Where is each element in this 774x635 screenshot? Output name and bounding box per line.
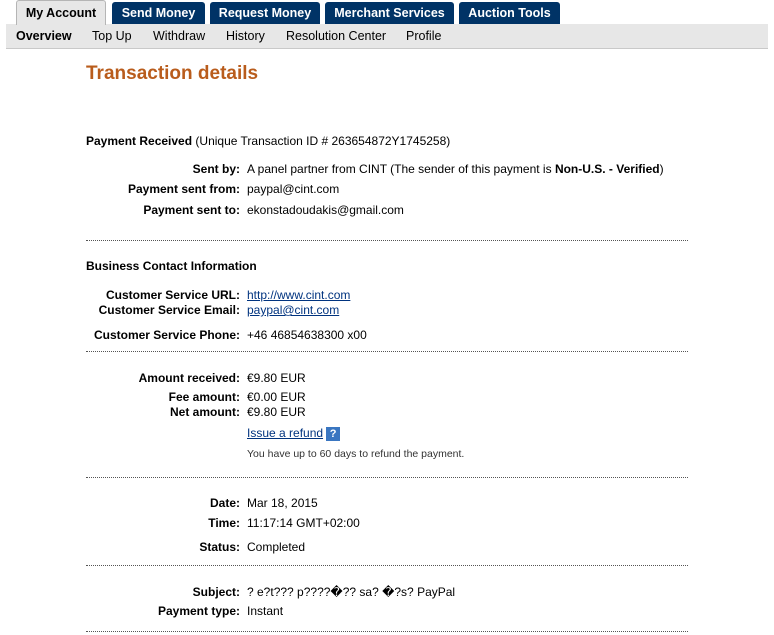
sender-verification-status: Non-U.S. - Verified — [554, 162, 660, 176]
main-tab-bar — [0, 0, 774, 24]
customer-service-url-label: Customer Service URL: — [105, 288, 240, 302]
tab-merchant-services[interactable]: Merchant Services — [325, 2, 454, 24]
subnav-profile[interactable]: Profile — [406, 29, 442, 43]
payment-sent-from-label: Payment sent from: — [127, 182, 240, 196]
subnav-withdraw[interactable]: Withdraw — [153, 29, 206, 43]
date-value: Mar 18, 2015 — [247, 496, 318, 510]
customer-service-url-link[interactable]: http://www.cint.com — [247, 288, 351, 302]
net-amount-label: Net amount: — [170, 405, 240, 419]
section-divider — [86, 565, 688, 566]
date-label: Date: — [209, 496, 240, 510]
tab-send-money[interactable]: Send Money — [112, 2, 205, 24]
payment-heading-line — [86, 134, 450, 148]
fee-amount-value: €0.00 EUR — [247, 390, 306, 404]
subnav-history[interactable]: History — [226, 29, 265, 43]
subject-value: ? e?t??? p????�?? sa? �?s? PayPal — [247, 585, 456, 599]
sent-by-value: A panel partner from CINT (The sender of this payment is — [247, 162, 552, 176]
subnav-resolution-center[interactable]: Resolution Center — [286, 29, 387, 43]
subject-label: Subject: — [192, 585, 240, 599]
refund-note: You have up to 60 days to refund the payment. — [247, 448, 465, 460]
payment-type-label: Payment type: — [157, 604, 240, 618]
amount-received-label: Amount received: — [138, 371, 240, 385]
time-value: 11:17:14 GMT+02:00 — [247, 516, 360, 530]
amount-received-value: €9.80 EUR — [247, 371, 306, 385]
page-title: Transaction details — [86, 63, 259, 84]
net-amount-value: €9.80 EUR — [247, 405, 306, 419]
payment-type-value: Instant — [247, 604, 284, 618]
customer-service-phone-value: +46 46854638300 x00 — [247, 328, 367, 342]
payment-sent-from-value: paypal@cint.com — [247, 182, 340, 196]
payment-sent-to-label: Payment sent to: — [143, 203, 240, 217]
status-label: Status: — [199, 540, 240, 554]
tab-auction-tools[interactable]: Auction Tools — [459, 2, 560, 24]
section-divider — [86, 631, 688, 632]
payment-sent-to-value: ekonstadoudakis@gmail.com — [247, 203, 404, 217]
sent-by-label: Sent by: — [192, 162, 240, 176]
customer-service-email-link[interactable]: paypal@cint.com — [247, 303, 340, 317]
tab-request-money[interactable]: Request Money — [210, 2, 320, 24]
sent-by-close: ) — [659, 162, 664, 176]
transaction-id: (Unique Transaction ID # 263654872Y1745258) — [195, 134, 451, 148]
sub-navigation — [6, 24, 768, 49]
fee-amount-label: Fee amount: — [168, 390, 240, 404]
section-divider — [86, 351, 688, 352]
refund-row — [247, 426, 340, 441]
customer-service-phone-label: Customer Service Phone: — [93, 328, 240, 342]
tab-my-account[interactable]: My Account — [16, 0, 106, 25]
time-label: Time: — [208, 516, 240, 530]
issue-refund-link[interactable]: Issue a refund — [247, 426, 324, 440]
section-divider — [86, 240, 688, 241]
section-divider — [86, 477, 688, 478]
status-value: Completed — [247, 540, 306, 554]
help-icon[interactable]: ? — [326, 427, 340, 441]
subnav-overview[interactable]: Overview — [16, 29, 72, 43]
subnav-top-up[interactable]: Top Up — [92, 29, 132, 43]
customer-service-email-label: Customer Service Email: — [98, 303, 240, 317]
payment-received-heading: Payment Received — [86, 134, 193, 148]
sent-by-value-line — [247, 162, 664, 176]
business-contact-heading: Business Contact Information — [86, 259, 257, 273]
